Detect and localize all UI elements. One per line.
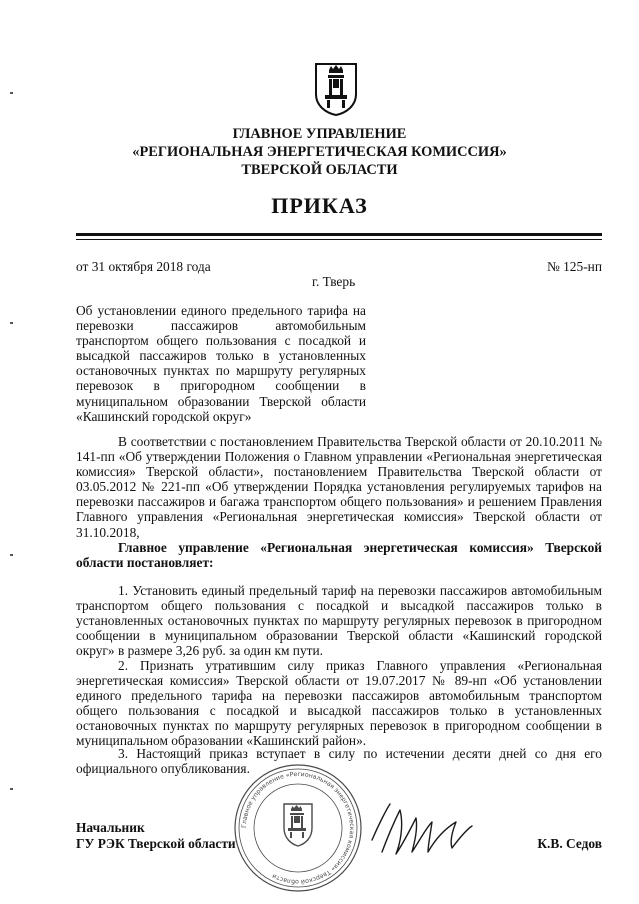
org-name-line2: «РЕГИОНАЛЬНАЯ ЭНЕРГЕТИЧЕСКАЯ КОМИССИЯ» <box>132 144 507 160</box>
official-seal-icon <box>232 762 364 894</box>
signatory-position-line2: ГУ РЭК Тверской области <box>76 836 236 851</box>
document-title: ПРИКАЗ <box>271 193 368 218</box>
scan-mark <box>10 92 13 94</box>
document-city: г. Тверь <box>312 274 356 289</box>
resolution-paragraph: Главное управление «Региональная энергетическая комиссия» Тверской области постановляет: <box>76 540 602 571</box>
header-divider-thin <box>76 239 602 240</box>
order-item-2: 2. Признать утратившим силу приказ Главного управления «Региональная энергетическая комиссия» Тверской области от 19.07.2017 № 89-нп «Об установлении единого предельного тарифа на перевозки пассажиров автомобильным транспортом общего пользования с посадкой и высадкой пассажиров только в установленных остановочных пунктах по маршруту регулярных перевозок в пригородном сообщении в муниципальном образовании «Кашинский район». <box>76 658 602 749</box>
order-item-3: 3. Настоящий приказ вступает в силу по истечении десяти дней со дня его официального опубликования. <box>76 746 602 777</box>
handwritten-signature <box>366 800 476 860</box>
document-date: от 31 октября 2018 года <box>76 259 211 274</box>
org-name-line1: ГЛАВНОЕ УПРАВЛЕНИЕ <box>232 126 407 142</box>
document-subject: Об установлении единого предельного тарифа на перевозки пассажиров автомобильным транспортом общего пользования с посадкой и высадкой пассажиров только в установленных остановочных пунктах по маршруту регулярных перевозок в пригородном сообщении в муниципальном образовании Тверской области «Кашинский городской округ» <box>76 303 366 424</box>
document-number: № 125-нп <box>546 259 602 274</box>
org-name-line3: ТВЕРСКОЙ ОБЛАСТИ <box>241 162 398 178</box>
scan-mark <box>10 788 13 790</box>
preamble-paragraph: В соответствии с постановлением Правительства Тверской области от 20.10.2011 № 141-пп «Об утверждении Положения о Главном управлении «Региональная энергетическая комиссия» Тверской области», постановлением Правительства Тверской области от 03.05.2012 № 221-пп «Об утверждении Порядка установления регулируемых тарифов на перевозки пассажиров и багажа транспортом общего пользования» и решением Правления Главного управления «Региональная энергетическая комиссия» Тверской области от 31.10.2018, <box>76 434 602 540</box>
signatory-position-line1: Начальник <box>76 820 145 835</box>
scan-mark <box>10 554 13 556</box>
tver-coat-of-arms-icon <box>314 62 358 116</box>
order-item-1: 1. Установить единый предельный тариф на перевозки пассажиров автомобильным транспортом общего пользования с посадкой и высадкой пассажиров только в установленных остановочных пунктах по маршруту регулярных перевозок в пригородном сообщении в муниципальном образовании Тверской области «Кашинский городской округ» в размере 3,26 руб. за один км пути. <box>76 583 602 659</box>
scan-mark <box>10 322 13 324</box>
seal-text: Главное управление «Региональная энергетическая комиссия» Тверской области <box>240 770 356 886</box>
header-divider-thick <box>76 233 602 236</box>
signatory-name: К.В. Седов <box>537 836 602 851</box>
